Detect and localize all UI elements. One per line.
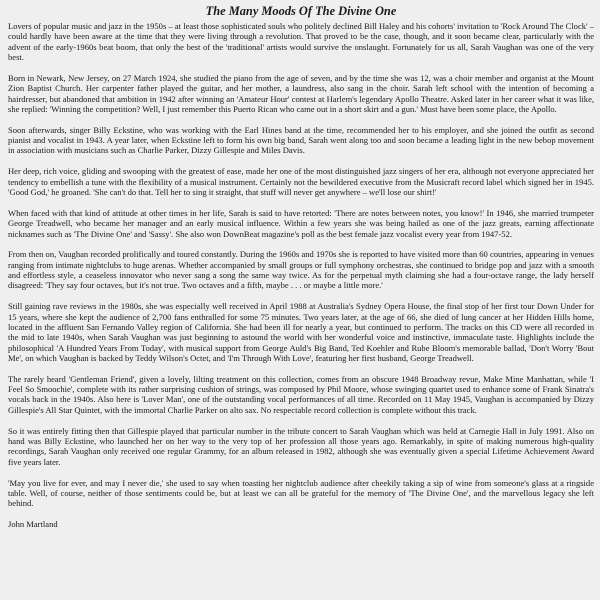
paragraph-voice: Her deep, rich voice, gliding and swooping with the greatest of ease, made her one of the most distinguished jazz singers of her era, although not everyone appreciated her tendency to embellish a tune with the flexibility of a musical instrument. Certainly not the bewildered executive from the Musicraft record label which signed her in 1945. 'Good God,' he groaned. 'She can't do that. Tell her to sing it straight, that stuff will never get anywhere – we'll lose our shirt!' xyxy=(8,166,594,197)
paragraph-early-life: Born in Newark, New Jersey, on 27 March 1924, she studied the piano from the age of seven, and by the time she was 12, was a choir member and organist at the Mount Zion Baptist Church. Her carpenter father played the guitar, and her mother, a laundress, also sang in the choir. Sarah left school with the intention of becoming a hairdresser, but abandoned that ambition in 1942 after winning an 'Amateur Hour' contest at Harlem's legendary Apollo Theatre. Asked later in her career what it was like, she replied: 'Winning the competition? Well, I just remember this Puerto Rican who came out in a short skirt and a gun.' Must have been some place, the Apollo. xyxy=(8,72,594,114)
paragraph-tribute: So it was entirely fitting then that Gillespie played that particular number in the tribute concert to Sarah Vaughan which was held at Carnegie Hall in July 1991. Also on hand was Billy Eckstine, who launched her on her way to the very top of her profession all those years ago. Remarkably, in spite of making numerous high-quality recordings, Sarah Vaughan only received one regular Grammy, for an album released in 1982, although she was eventually given a special Lifetime Achievement Award five years later. xyxy=(8,425,594,467)
paragraph-closing: 'May you live for ever, and may I never die,' she used to say when toasting her nightclub audience after cheekily taking a sip of wine from someone's glass at a ringside table. Well, of course, neither of those sentiments could be, but at least we can all be grateful for the memory of 'The Divine One', and the marvellous legacy she left behind. xyxy=(8,477,594,509)
paragraph-intro: Lovers of popular music and jazz in the 1950s – at least those sophisticated souls who politely declined Bill Haley and his cohorts' invitation to 'Rock Around The Clock' – could hardly have been aware at the time that they were living through a revolution. That proved to be the case, though, and it soon became clear, particularly with the advent of the early-1960s beat boom, that only the best of the 'traditional' artists would survive the onslaught. Fortunately for us all, Sarah Vaughan was one of the very best. xyxy=(8,21,594,63)
paragraph-touring: From then on, Vaughan recorded prolifically and toured constantly. During the 1960s and 1970s she is reported to have visited more than 60 countries, appearing in venues ranging from intimate nightclubs to huge arenas. Whether accompanied by small groups or full symphony orchestras, she continued to bridge pop and jazz with a smooth and effortless style, a ceaseless innovator who never sang a song the same way twice. As for the perpetual myth claiming she had a four-octave range, the lady herself disagreed: 'They say four octaves, but it's not true. Two octaves and a fifth, maybe . . . or maybe a little more.' xyxy=(8,249,594,291)
paragraph-notes-between-notes: When faced with that kind of attitude at other times in her life, Sarah is said to have retorted: 'There are notes between notes, you know!' In 1946, she married trumpeter George Treadwell, who became her manager and an early musical influence. Within a few years she was being hailed as one of the jazz greats, earning affectionate nicknames such as 'The Divine One' and 'Sassy'. She also won DownBeat magazine's poll as the best female jazz vocalist every year from 1947-52. xyxy=(8,207,594,239)
paragraph-later-years: Still gaining rave reviews in the 1980s, she was especially well received in April 1988 at Australia's Sydney Opera House, the final stop of her first tour Down Under for 15 years, where she kept the audience of 2,700 fans enthralled for some 75 minutes. Two years later, at the age of 66, she died of lung cancer at her Hidden Hills home, located in the affluent San Fernando Valley region of California. She had been ill for nearly a year, but continued to perform. The tracks on this CD were all recorded in the mid to late 1940s, when Sarah Vaughan was just beginning to astound the world with her wonderful voice and instinctive, immaculate taste. Highlights include the philosophical 'A Hundred Years From Today', with musical support from George Auld's Big Band, Ted Koehler and Rube Bloom's memorable ballad, 'Don't Worry 'Bout Me', on which Vaughan is backed by Teddy Wilson's Octet, and 'I'm Through With Love', featuring her first husband, George Treadwell. xyxy=(8,301,594,363)
paragraph-gentleman-friend: The rarely heard 'Gentleman Friend', given a lovely, lilting treatment on this collection, comes from an obscure 1948 Broadway revue, Make Mine Manhattan, while 'I Feel So Smoochie', complete with its rather surprising cushion of strings, was composed by Phil Moore, whose swinging quartet used to enhance some of Frank Sinatra's vocals back in the 1940s. Also here is 'Lover Man', one of the outstanding vocal performances of all time. Recorded on 11 May 1945, Vaughan is accompanied by Dizzy Gillespie's All Star Quintet, with the immortal Charlie Parker on alto sax. No respectable record collection is complete without this track. xyxy=(8,373,594,415)
author-signature: John Martland xyxy=(8,519,58,530)
paragraph-eckstine: Soon afterwards, singer Billy Eckstine, who was working with the Earl Hines band at the time, recommended her to his employer, and she joined the outfit as second pianist and vocalist in 1943. A year later, when Eckstine left to form his own big band, Sarah went along too and soon became a leading light in the new bebop movement in association with musicians such as Charlie Parker, Dizzy Gillespie and Miles Davis. xyxy=(8,124,594,156)
page-title: The Many Moods Of The Divine One xyxy=(205,4,397,18)
